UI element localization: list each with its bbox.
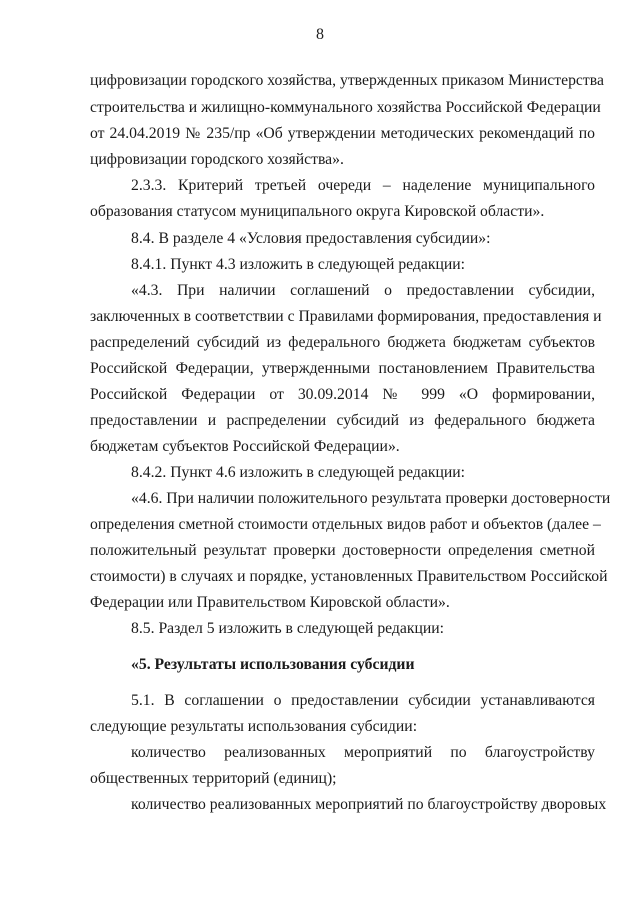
text-line: следующие результаты использования субсидии: <box>90 718 418 735</box>
text-line: определения сметной стоимости отдельных видов работ и объектов (далее – <box>90 516 601 533</box>
text-line: Российской Федерации от 30.09.2014 № 999 «О формировании, <box>90 386 595 403</box>
text-line: 8.4.2. Пункт 4.6 изложить в следующей редакции: <box>131 464 466 481</box>
text-line: количество реализованных мероприятий по благоустройству <box>131 744 595 761</box>
text-line: количество реализованных мероприятий по благоустройству дворовых <box>131 796 607 813</box>
text-line: положительный результат проверки достоверности определения сметной <box>90 542 595 559</box>
text-line: образования статусом муниципального округа Кировской области». <box>90 203 545 220</box>
text-line: общественных территорий (единиц); <box>90 770 337 787</box>
text-line: 8.4. В разделе 4 «Условия предоставления субсидии»: <box>131 230 491 247</box>
text-line: заключенных в соответствии с Правилами формирования, предоставления и <box>90 308 602 325</box>
text-line: от 24.04.2019 № 235/пр «Об утверждении методических рекомендаций по <box>90 125 595 142</box>
text-line: «4.3. При наличии соглашений о предоставлении субсидии, <box>131 282 595 299</box>
text-line: распределений субсидий из федерального бюджета бюджетам субъектов <box>90 334 595 351</box>
text-line: 5.1. В соглашении о предоставлении субсидии устанавливаются <box>131 692 595 709</box>
text-line: 8.5. Раздел 5 изложить в следующей редакции: <box>131 620 445 637</box>
text-line: бюджетам субъектов Российской Федерации». <box>90 438 400 455</box>
text-line: строительства и жилищно-коммунального хозяйства Российской Федерации <box>90 99 601 116</box>
text-line: цифровизации городского хозяйства, утвержденных приказом Министерства <box>90 72 604 89</box>
section-heading: «5. Результаты использования субсидии <box>131 656 415 673</box>
text-line: 2.3.3. Критерий третьей очереди – наделение муниципального <box>131 177 595 194</box>
text-line: Федерации или Правительством Кировской области». <box>90 594 450 611</box>
text-line: 8.4.1. Пункт 4.3 изложить в следующей редакции: <box>131 256 466 273</box>
page-number: 8 <box>316 26 324 43</box>
text-line: предоставлении и распределении субсидий из федерального бюджета <box>90 412 595 429</box>
text-line: Российской Федерации, утвержденными постановлением Правительства <box>90 360 595 377</box>
text-line: цифровизации городского хозяйства». <box>90 151 344 168</box>
text-line: стоимости) в случаях и порядке, установленных Правительством Российской <box>90 568 608 585</box>
text-line: «4.6. При наличии положительного результата проверки достоверности <box>131 490 611 507</box>
